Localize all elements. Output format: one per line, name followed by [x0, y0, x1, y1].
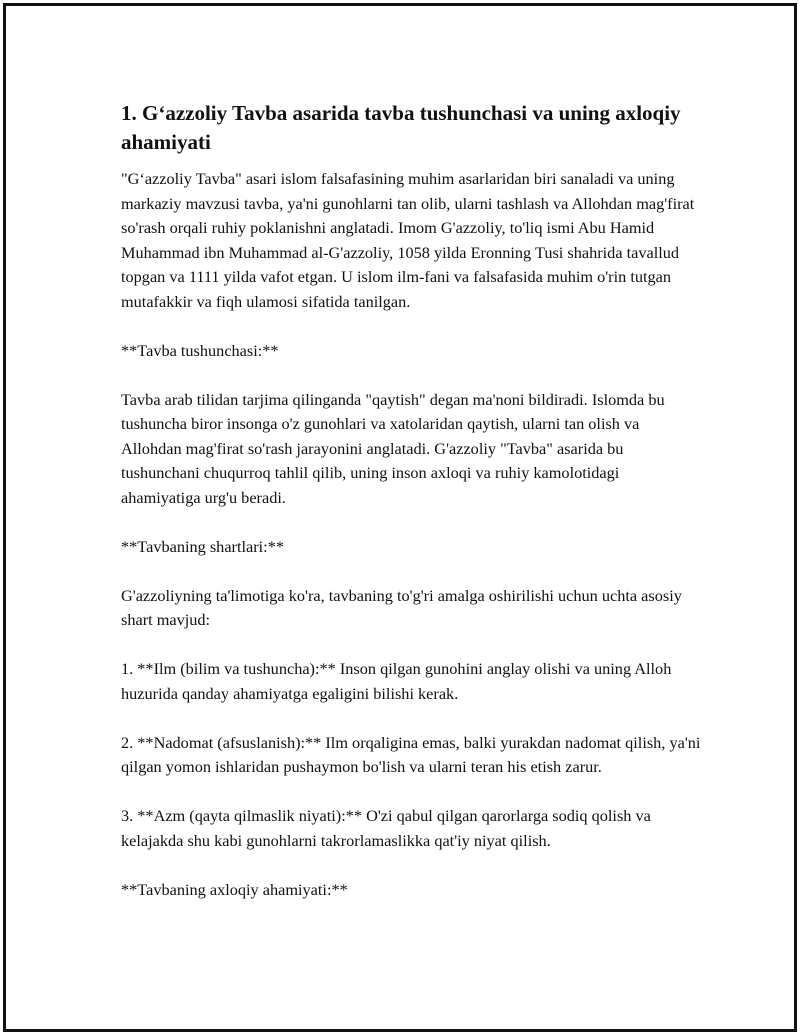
tavba-concept-paragraph: Tavba arab tilidan tarjima qilinganda "qaytish" degan ma'noni bildiradi. Islomda bu tushuncha biror insonga o'z gunohlari va xatolaridan qaytish, ularni tan olish va Allohdan mag'firat so'rash jarayonini anglatadi. G'azzoliy "Tavba" asarida bu tushunchani chuqurroq tahlil qilib, uning inson axloqi va ruhiy kamolotidagi ahamiyatiga urg'u beradi. [121, 389, 665, 507]
section-heading-moral-significance: **Tavbaning axloqiy ahamiyati:** [121, 879, 348, 899]
condition-item-1: 1. **Ilm (bilim va tushuncha):** Inson qilgan gunohini anglay olishi va uning Alloh huzurida qanday ahamiyatga egaligini bilishi kerak. [121, 659, 672, 703]
document-heading: 1. G‘azzoliy Tavba asarida tavba tushunchasi va uning axloqiy ahamiyati [121, 101, 681, 154]
condition-item-3: 3. **Azm (qayta qilmaslik niyati):** O'zi qabul qilgan qarorlarga sodiq qolish va kelajakda shu kabi gunohlarni takrorlamaslikka qat'iy niyat qilish. [121, 806, 651, 850]
intro-paragraph: "G‘azzoliy Tavba" asari islom falsafasining muhim asarlaridan biri sanaladi va uning markaziy mavzusi tavba, ya'ni gunohlarni tan olib, ularni tashlash va Allohdan mag'firat so'rash orqali ruhiy poklanishni anglatadi. Imom G'azzoliy, to'liq ismi Abu Hamid Muhammad ibn Muhammad al-G'azzoliy, 1058 yilda Eronning Tusi shahrida tavallud topgan va 1111 yilda vafot etgan. U islom ilm-fani va falsafasida muhim o'rin tutgan mutafakkir va fiqh ulamosi sifatida tanilgan. [121, 169, 695, 311]
section-heading-tavba-concept: **Tavba tushunchasi:** [121, 340, 279, 360]
condition-item-2: 2. **Nadomat (afsuslanish):** Ilm orqaligina emas, balki yurakdan nadomat qilish, ya'ni qilgan yomon ishlaridan pushaymon bo'lish va ularni teran his etish zarur. [121, 732, 701, 776]
conditions-intro-paragraph: G'azzoliyning ta'limotiga ko'ra, tavbaning to'g'ri amalga oshirilishi uchun uchta asosiy shart mavjud: [121, 585, 682, 629]
section-heading-tavba-conditions: **Tavbaning shartlari:** [121, 536, 284, 556]
page-frame [3, 3, 797, 1032]
document-body [121, 99, 701, 902]
